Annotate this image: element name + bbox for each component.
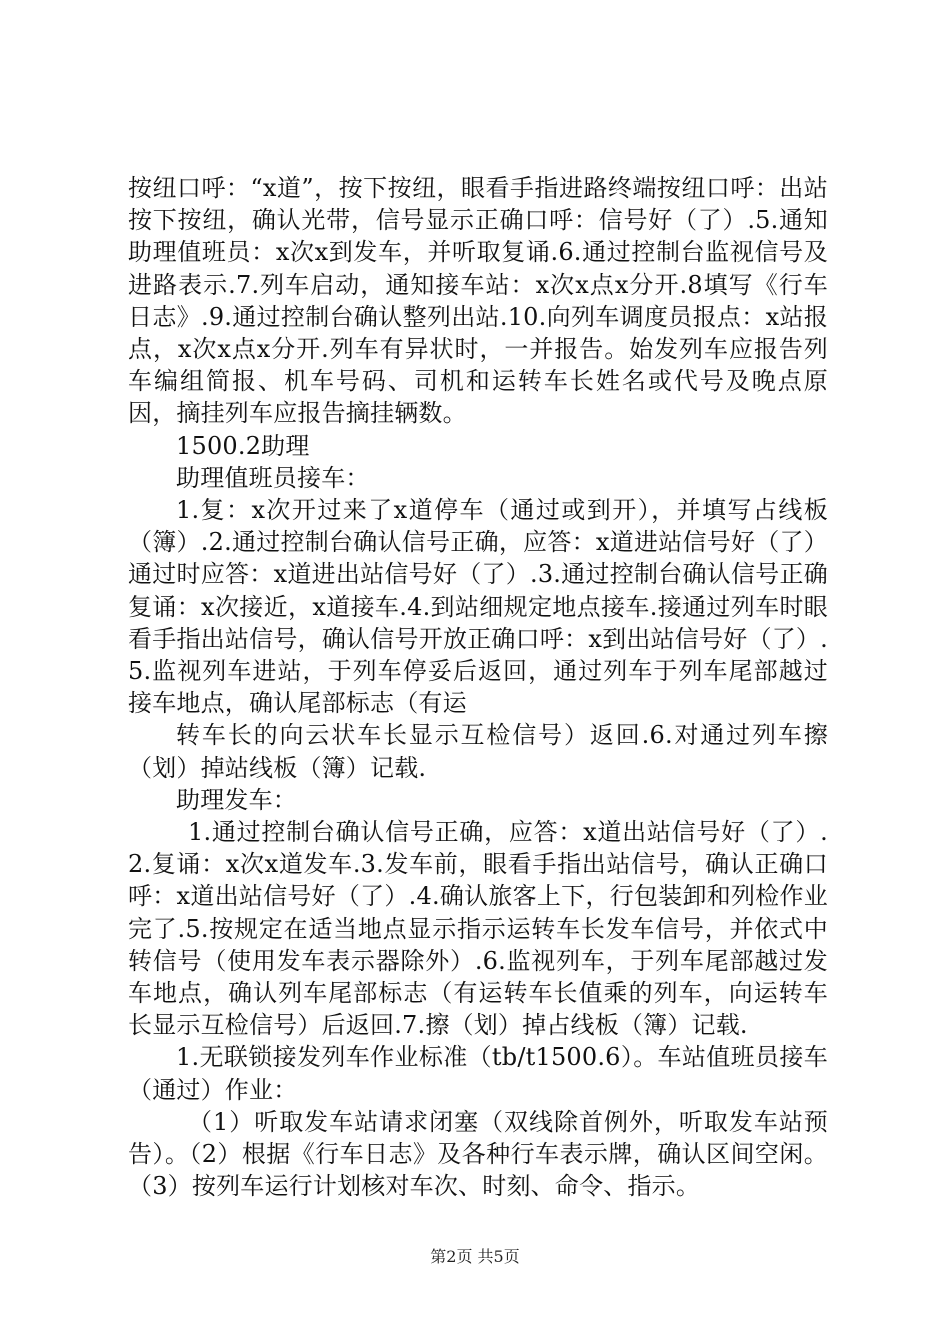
- paragraph-subheading-receive: 助理值班员接车：: [176, 463, 370, 492]
- paragraph-standard: 1.无联锁接发列车作业标准（tb/t1500.6）。车站值班员接车（通过）作业：: [128, 1043, 828, 1104]
- paragraph-section-heading: 1500.2助理: [176, 431, 310, 460]
- paragraph-receive-steps: 1.复：x次开过来了x道停车（通过或到开），并填写占线板（簿）.2.通过控制台确认信号正确，应答：x道进站信号好（了）通过时应答：x道进出站信号好（了）.3.通过控制台确认信号正确复诵：x次接近，x道接车.4.到站细规定地点接车.接通过列车时眼看手指出站信号，确认信号开放正确口呼：x到出站信号好（了）.5.监视列车进站，于列车停妥后返回，通过列车于列车尾部越过接车地点，确认尾部标志（有运: [128, 496, 828, 718]
- paragraph-subheading-depart: 助理发车：: [176, 785, 297, 814]
- document-body: [128, 172, 828, 1203]
- paragraph-procedure: （1）听取发车站请求闭塞（双线除首例外，听取发车站预告）。（2）根据《行车日志》及各种行车表示牌，确认区间空闲。（3）按列车运行计划核对车次、时刻、命令、指示。: [128, 1107, 828, 1201]
- paragraph-depart-steps: 1.通过控制台确认信号正确，应答：x道出站信号好（了）.2.复诵：x次x道发车.3.发车前，眼看手指出站信号，确认正确口呼：x道出站信号好（了）.4.确认旅客上下，行包装卸和列检作业完了.5.按规定在适当地点显示指示运转车长发车信号，并依式中转信号（使用发车表示器除外）.6.监视列车，于列车尾部越过发车地点，确认列车尾部标志（有运转车长值乘的列车，向运转车长显示互检信号）后返回.7.擦（划）掉占线板（簿）记载.: [128, 818, 828, 1040]
- page-footer: 第2页 共5页: [430, 1247, 520, 1266]
- paragraph-1: 按纽口呼：“x道”，按下按纽，眼看手指进路终端按纽口呼：出站按下按纽，确认光带，信号显示正确口呼：信号好（了）.5.通知助理值班员：x次x到发车，并听取复诵.6.通过控制台监视信号及进路表示.7.列车启动，通知接车站：x次x点x分开.8填写《行车日志》.9.通过控制台确认整列出站.10.向列车调度员报点：x站报点，x次x点x分开.列车有异状时，一并报告。始发列车应报告列车编组简报、机车号码、司机和运转车长姓名或代号及晚点原因，摘挂列车应报告摘挂辆数。: [128, 174, 828, 428]
- paragraph-receive-steps-cont: 转车长的向云状车长显示互检信号）返回.6.对通过列车擦（划）掉站线板（簿）记载.: [128, 721, 828, 782]
